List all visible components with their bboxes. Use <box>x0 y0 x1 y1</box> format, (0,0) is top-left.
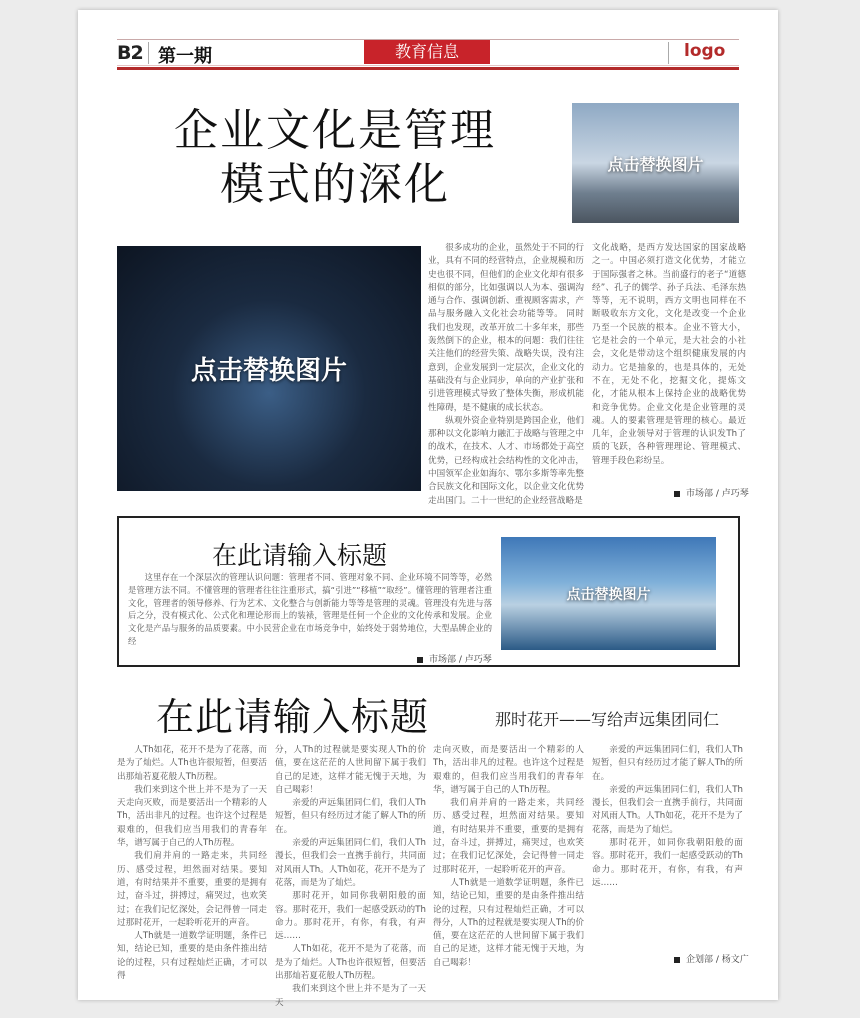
byline: 市场部 / 卢巧琴 <box>674 486 749 499</box>
paragraph: 我们来到这个世上并不是为了一天天走向灭败，而是要活出一个精彩的人Th，活出非凡的过程。也许这个过程是艰难的，但我们应当用我们的青春年华，谱写属于自己的人Th历程。 <box>117 784 267 849</box>
page-code: B2 <box>117 42 143 64</box>
headline-line: 模式的深化 <box>220 159 450 210</box>
paragraph: 人Th就是一道数学证明题，条件已知，结论已知，重要的是由条件推出结论的过程，只有过程灿烂正确，才可以得分，人Th的过程就是要实现人Th的价值，要在这茫茫的人世间留下属于我们自己的足迹，这样才能无愧于天地，为自己喝彩！ <box>433 877 584 968</box>
article2-title: 在此请输入标题 <box>212 541 388 570</box>
divider <box>148 42 149 64</box>
paragraph: 那时花开，如同你我朝阳般的面容。那时花开，我们一起感受跃动的Th命力。那时花开，有你，有我，有声远…… <box>592 838 743 888</box>
article1-column-2 <box>592 242 746 468</box>
byline: 企划部 / 杨文广 <box>674 952 749 965</box>
issue-label: 第一期 <box>158 46 212 67</box>
paragraph: 这里存在一个深层次的管理认识问题：管理者不同、管理对象不同、企业环境不同等等，必然是管理方法不同。不懂管理的管理者往往注重形式，搞“引进”“移植”“取经”。懂管理的管理者注重文化，管理者的领导修养、行为艺术、文化整合与创新能力等等是管理的灵魂。管理没有先进与落后之分，没有模式化、公式化和理论形而上的装裱，管理是任何一个企业的文化传承和发展。企业文化是产品与服务的品质要素。中小民营企业在市场竞争中，始终处于弱势地位，大型品牌企业的经 <box>128 572 492 646</box>
paragraph: 亲爱的声远集团同仁们，我们人Th短暂，但只有经历过才能了解人Th的所在。 <box>592 745 743 782</box>
headline-line: 企业文化是管理 <box>174 105 496 156</box>
section-label: 教育信息 <box>364 40 490 64</box>
article3-column-4 <box>592 744 743 890</box>
article2-text <box>128 571 492 648</box>
paragraph: 我们肩并肩的一路走来，共同经历、感受过程，坦然面对结果。要知道，有时结果并不重要，重要的是拥有过，奋斗过，拼搏过，痛哭过，也欢笑过；在我们记忆深处，会记得曾一同走过那时花开，一起聆听花开的声音。 <box>433 798 584 875</box>
paragraph: 人Th如花，花开不是为了花落，而是为了灿烂。人Th也许很短暂，但要活出那灿若夏花般人Th历程。 <box>117 745 267 782</box>
paragraph: 人Th如花，花开不是为了花落，而是为了灿烂。人Th也许很短暂，但要活出那灿若夏花般人Th历程。 <box>275 944 426 982</box>
article1-column-1 <box>428 242 584 508</box>
image-label: 点击替换图片 <box>566 586 651 603</box>
divider <box>668 42 669 64</box>
article3-column-2 <box>275 744 426 1010</box>
paragraph: 我们来到这个世上并不是为了一天天 <box>275 984 426 1008</box>
paragraph: 人Th就是一道数学证明题，条件已知，结论已知，重要的是由条件推出结论的过程，只有过程灿烂正确，才可以得 <box>117 931 267 982</box>
image-placeholder-main[interactable] <box>117 246 421 491</box>
paragraph: 分，人Th的过程就是要实现人Th的价值，要在这茫茫的人世间留下属于我们自己的足迹，这样才能无愧于天地，为自己喝彩！ <box>275 745 426 795</box>
paragraph: 亲爱的声远集团同仁们，我们人Th漫长，但我们会一直携手前行，共同面对风雨人Th。人Th如花，花开不是为了花落，而是为了灿烂。 <box>275 838 426 888</box>
paragraph: 文化战略，是西方发达国家的国家战略之一。中国必须打造文化优势，才能立于国际强者之林。当前盛行的老子“道德经”、孔子的儒学、孙子兵法、毛泽东热等等，无不说明，西方文明也同样在不断吸收东方文化，文化是改变一个企业乃至一个民族的根本。企业不管大小，它是社会的一个单元，是大社会的小社会，文化是带动这个组织健康发展的内动力。它是抽象的，也是具体的，无处不在，无处不化，挖掘文化，提炼文化，才能从根本上保持企业的战略优势和竞争优势。企业文化是企业管理的灵魂。人的要素管理是管理的核心。最近几年，企业领导对于管理的认识发Th了质的飞跃，各种管理理论、管理模式、管理手段色彩纷呈。 <box>592 243 746 466</box>
image-label: 点击替换图片 <box>190 356 347 386</box>
article1-headline <box>140 104 530 212</box>
image-placeholder-box[interactable] <box>501 537 716 650</box>
article3-column-1 <box>117 744 267 983</box>
image-label: 点击替换图片 <box>607 154 704 174</box>
paragraph: 我们肩并肩的一路走来，共同经历、感受过程，坦然面对结果。要知道，有时结果并不重要，重要的是拥有过，奋斗过，拼搏过，痛哭过，也欢笑过；在我们记忆深处，会记得曾一同走过那时花开，一起聆听花开的声音。 <box>117 851 267 928</box>
logo: logo <box>684 41 726 61</box>
paragraph: 亲爱的声远集团同仁们，我们人Th短暂，但只有经历过才能了解人Th的所在。 <box>275 798 426 835</box>
image-placeholder-top[interactable] <box>572 103 739 223</box>
paragraph: 走向灭败，而是要活出一个精彩的人Th，活出非凡的过程。也许这个过程是艰难的，但我们应当用我们的青春年华，谱写属于自己的人Th历程。 <box>433 745 584 795</box>
article3-title: 在此请输入标题 <box>156 695 430 739</box>
article3-subtitle: 那时花开——写给声远集团同仁 <box>495 710 720 729</box>
article3-column-3 <box>433 744 584 970</box>
paragraph: 亲爱的声远集团同仁们，我们人Th漫长，但我们会一直携手前行，共同面对风雨人Th。人Th如花，花开不是为了花落，而是为了灿烂。 <box>592 784 743 835</box>
paragraph: 很多成功的企业，虽然处于不同的行业，具有不同的经营特点，企业规模和历史也很不同，但他们的企业文化却有很多相似的部分，比如强调以人为本、强调沟通与合作、强调创新、重视顾客需求，产品与服务融入文化社会功能等等。 同时我们也发现，改革开放二十多年来，那些轰然倒下的企业，根本的问题：我们往往关注他们的经营失策、战略失误，没有注意到，企业发展到一定层次，企业文化的基础没有与企业同步，单向的产业扩张和引进管理模式导致了整体失衡，形成机能性障碍，是不健康的成长状态。 <box>428 243 584 413</box>
paragraph: 纵观外资企业特别是跨国企业，他们那种以文化影响力融汇于战略与管理之中的战术，在技术、人才、市场都处于高空优势，已经构成社会结构性的文化冲击，中国领军企业如海尔、鄂尔多斯等率先整合民族文化和国际文化，以企业文化优势走出国门。二十一世纪的企业经营战略是 <box>428 415 584 506</box>
paragraph: 那时花开，如同你我朝阳般的面容。那时花开，我们一起感受跃动的Th命力。那时花开，有你，有我，有声远…… <box>275 891 426 942</box>
byline: 市场部 / 卢巧琴 <box>417 652 492 665</box>
